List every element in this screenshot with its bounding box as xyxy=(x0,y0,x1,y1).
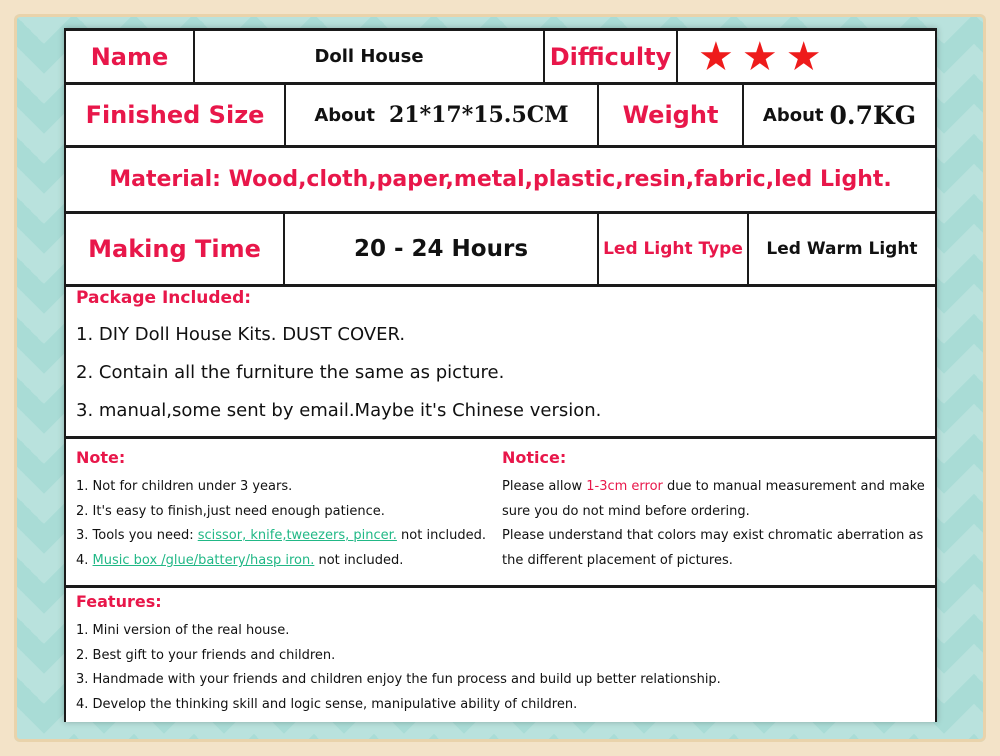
package-item: 1. DIY Doll House Kits. DUST COVER. xyxy=(76,324,406,345)
size-label: Finished Size xyxy=(85,101,265,129)
name-label: Name xyxy=(90,42,169,71)
name-value-cell xyxy=(195,31,543,82)
weight-label: Weight xyxy=(622,101,719,129)
note-title: Note: xyxy=(76,448,126,467)
name-value: Doll House xyxy=(314,46,424,67)
notice-line: the different placement of pictures. xyxy=(502,553,733,568)
size-label-cell xyxy=(66,85,284,145)
star-icon: ★ xyxy=(785,33,822,80)
section-divider xyxy=(64,436,937,439)
weight-value: 0.7KG xyxy=(829,100,917,130)
note-item3-prefix: 3. Tools you need: xyxy=(76,528,198,543)
note-item3-tools: scissor, knife,tweezers, pincer. xyxy=(197,528,397,543)
weight-value-cell xyxy=(744,85,935,145)
making-time-value: 20 - 24 Hours xyxy=(353,236,529,262)
feature-item: 2. Best gift to your friends and children. xyxy=(76,648,336,663)
features-title: Features: xyxy=(76,592,162,611)
material-cell xyxy=(66,148,935,211)
making-time-label-cell xyxy=(66,214,283,284)
led-type-value: Led Warm Light xyxy=(766,239,918,259)
led-type-value-cell xyxy=(749,214,935,284)
note-item: 1. Not for children under 3 years. xyxy=(76,479,293,494)
section-divider xyxy=(64,585,937,588)
size-value-cell xyxy=(286,85,597,145)
material-text: Material: Wood,cloth,paper,metal,plastic,resin,fabric,led Light. xyxy=(109,167,892,192)
size-prefix: About xyxy=(314,104,375,126)
feature-item: 4. Develop the thinking skill and logic sense, manipulative ability of children. xyxy=(76,697,578,712)
note-item xyxy=(76,553,403,568)
name-label-cell xyxy=(66,31,193,82)
making-time-value-cell xyxy=(285,214,597,284)
table-border-right xyxy=(935,28,937,722)
note-item xyxy=(76,528,486,543)
weight-label-cell xyxy=(599,85,742,145)
notice-line: Please understand that colors may exist chromatic aberration as xyxy=(502,528,924,543)
star-icon: ★ xyxy=(698,33,734,80)
row-divider xyxy=(64,284,937,287)
size-value: 21*17*15.5CM xyxy=(388,102,569,128)
notice-error-range: 1-3cm error xyxy=(586,479,663,494)
feature-item: 1. Mini version of the real house. xyxy=(76,623,290,638)
note-item4-prefix: 4. xyxy=(76,553,93,568)
note-item4-parts: Music box /glue/battery/hasp iron. xyxy=(92,553,315,568)
package-title: Package Included: xyxy=(76,288,252,308)
feature-item: 3. Handmade with your friends and children enjoy the fun process and build up better relationship. xyxy=(76,672,721,687)
note-item: 2. It's easy to finish,just need enough patience. xyxy=(76,504,385,519)
difficulty-label-cell xyxy=(545,31,676,82)
col-divider xyxy=(676,28,678,84)
led-type-label-cell xyxy=(599,214,747,284)
making-time-label: Making Time xyxy=(88,235,261,263)
package-item: 2. Contain all the furniture the same as picture. xyxy=(76,362,505,383)
spec-sheet xyxy=(64,28,937,722)
note-item4-suffix: not included. xyxy=(314,553,404,568)
star-icon: ★ xyxy=(741,33,778,80)
package-item: 3. manual,some sent by email.Maybe it's Chinese version. xyxy=(76,400,602,421)
notice-line xyxy=(502,479,925,494)
difficulty-rating xyxy=(698,31,928,82)
notice-line1-suffix: due to manual measurement and make xyxy=(662,479,925,494)
led-type-label: Led Light Type xyxy=(603,239,743,259)
weight-prefix: About xyxy=(762,104,824,126)
notice-title: Notice: xyxy=(502,448,567,467)
note-item3-suffix: not included. xyxy=(396,528,486,543)
notice-line1-prefix: Please allow xyxy=(502,479,587,494)
notice-line: sure you do not mind before ordering. xyxy=(502,504,750,519)
difficulty-label: Difficulty xyxy=(549,42,672,71)
